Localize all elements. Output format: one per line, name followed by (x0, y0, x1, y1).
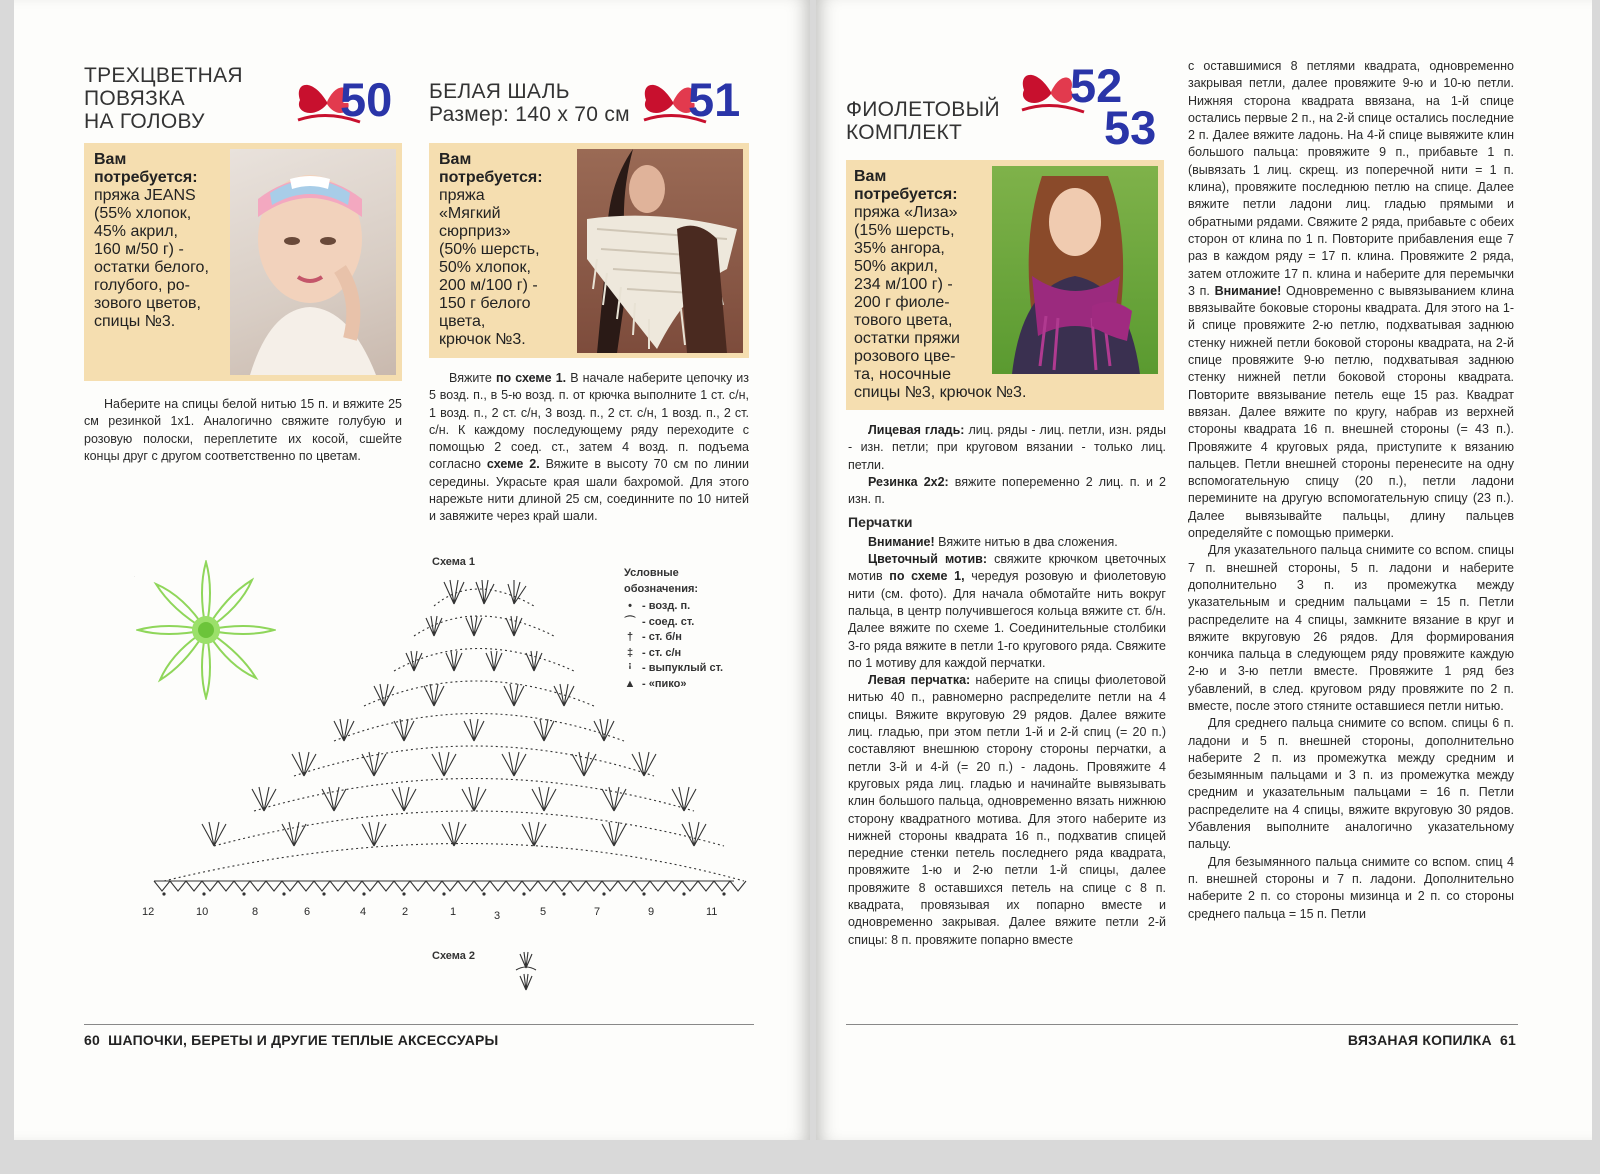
item51-description-text: Вяжите по схеме 1. В начале наберите цепочку из 5 возд. п., в 5-ю возд. п. от крючка выполните 1 ст. с/н, 1 возд. п., 2 ст. с/н, 3 возд. п., 2 ст. с/н, 1 возд. п., 2 ст. с/н. К каждому последующему ряду переходите с помощью 2 соед. ст., затем 4 возд. п. подъема согласно схеме 2. Вяжите в высоту 70 см по линии середины. Украсьте края шали бахромой. Для этого нарежьте нити длиной 25 см, соединните по 10 нитей и завяжите через край шали. (429, 371, 750, 524)
page-number: 61 (1500, 1032, 1516, 1048)
item52-needs-heading: Вам потребуется: (854, 168, 958, 203)
left-glove-instructions: Левая перчатка: наберите на спицы фиолетовой нитью 40 п., равномерно распределите петли на 4 спицы. Вяжите вкруговую 29 рядов. Далее вяжите лиц. гладью, при этом петли 1-й и 2-й спиц (= 20 п.) составляют внешнюю сторону стороны перчатки, а петли 3-й и 4-й (= 20 п.) - ладонь. Провяжите 4 круговых ряда лиц. гладью и начинайте вывязывать клин большого пальца, одновременно вязать нижнюю сторону квадратного мотива. Для этого наберите из нижней стороны квадрата 16 п., подхватив спицей передние стенки петель последнего ряда квадрата, провяжите 1-ю и 2-ю петли 1-й спицы, далее провяжите 8 оставшихся петель на спице с 8 п. квадрата, провязывая их попарно вместе и одновременно закрывая. Далее вяжите петли 2-й спицы: 8 п. провяжите попарно вместе (848, 673, 1166, 947)
flower-motif-instructions: Цветочный мотив: свяжите крючком цветочных мотив по схеме 1, чередуя розовую и фиолетовую нити (см. фото). Для начала обмотайте нить вокруг пальца, в центр получившегося кольца вяжите ст. б/н. Далее вяжите по схеме 1. Соединительные столбики 3-го ряда вяжите в петли 1-го кругового ряда. Свяжите по 1 мотиву для каждой перчатки. (848, 552, 1166, 670)
item50-needs-heading: Вам потребуется: (94, 151, 198, 186)
gloves-note: Внимание! Вяжите нитью в два сложения. (868, 534, 1118, 549)
right-page (816, 0, 1592, 1140)
crochet-scheme-2 (506, 948, 546, 992)
scheme1-label: Схема 1 (432, 556, 476, 568)
item51-number: 51 (688, 73, 741, 126)
double-crochet-icon: ‡ (626, 646, 634, 659)
post-stitch-icon: ꜟ (628, 662, 632, 674)
magazine-title: ВЯЗАНАЯ КОПИЛКА (1347, 1032, 1492, 1048)
middle-finger-instructions: Для среднего пальца снимите со вспом. спицы 6 п. ладони и 5 п. внешней стороны, дополнительно наберите 2 п. из промежутка между средним и безымянным пальцами и 3 п. из промежутка между средним и указательным пальцами = 16 п. Петли распределите на 4 спицы, вяжите вкруговую 30 рядов. Убавления выполните аналогично указательному пальцу. (1188, 716, 1514, 852)
left-page (14, 0, 810, 1140)
legend-row: † - ст. б/н (624, 630, 764, 646)
scheme2-label: Схема 2 (432, 950, 476, 962)
legend-row: ꜟ - выпуклый ст. (624, 661, 764, 677)
glove-continuation: с оставшимися 8 петлями квадрата, одновременно закрывая петли, далее провяжите 9-ю и 10-ю петли. Нижняя сторона квадрата ввязана, на 1-й спице остались первые 2 п., на 2-й спице остались последние 2 п. Далее вяжите ладонь. На 4-й спице вывяжите клин большого пальца: провяжите 9 п., прибавьте 1 п. (вывязать 1 лиц. скрещ. из поперечной нити = 1 п. клина), провяжите последнюю петлю на спице. Далее вяжите петли ладони лиц. гладью прямыми и обратными рядами. Свяжите 2 ряда, прибавьте с обеих сторон от клина по 1 п. Повторите прибавления еще 7 раз в каждом ряду = 17 п. клина. Провяжите 2 ряда, затем отложите 17 п. клина и наберите для перемычки 3 п. Внимание! Одновременно с вывязыванием клина ввязывайте боковые стороны квадрата. Для этого на 1-й спице провяжите 2-ю петлю, подхватывая заднюю стенку нижней петли боковой стороны квадрата, на 2-й спице провяжите 9-ю петлю, подхватывая заднюю стенку нижней петли боковой стороны квадрата. Повторите ввязывание петель еще 15 раз. Квадрат ввязан. Далее вяжите по кругу, набрав из верхней стороны квадрата 16 п. внешней стороны (= 43 п.). Провяжите 4 круговых ряда, приступите к вязанию пальцев. Петли внешней стороны перенесите на одну вспомогательную спицу (20 п.), петли ладони перемините на другую вспомогательную спицу (23 п.). Далее вывязывайте пальцы, длину пальцев определяйте с помощью примерки. (1188, 59, 1515, 541)
item51-number-badge (638, 72, 758, 132)
item52-title: ФИОЛЕТОВЫЙ КОМПЛЕКТ (846, 98, 1000, 144)
row-number: 10 (196, 906, 209, 918)
row-number: 12 (142, 906, 155, 918)
item51-materials-box (429, 143, 749, 358)
item52-number-badge (1016, 59, 1176, 154)
single-crochet-icon: † (626, 631, 634, 643)
item53-number: 53 (1104, 101, 1157, 154)
item52-needs-text: пряжа «Лиза» (15% шерсть, 35% ангора, 50% акрил, 234 м/100 г) - 200 г фиоле- тового цвета, остатки пряжи розового цве- та, носочные спицы №3, крючок №3. (854, 204, 1027, 401)
row-number: 4 (360, 906, 367, 918)
legend-row: ⌒ - соед. ст. (624, 615, 764, 631)
row-number: 2 (402, 906, 409, 918)
right-column-2 (1188, 58, 1514, 923)
row-number: 11 (706, 906, 718, 918)
item50-description (84, 396, 402, 465)
index-finger-instructions: Для указательного пальца снимите со вспом. спицы 7 п. внешней стороны, 5 п. ладони и наберите дополнительно 3 п. из промежутка между указательным и средним пальцами = 15 п. Петли распределите на 4 спицы, замкните вязание в круг и вяжите вкруговую 26 рядов. Для формирования кончика пальца в следующем ряду провяжите каждую 2-ю и 3-ю петли вместе. Провяжите 1 ряд без убавлений, в след. круговом ряду провяжите по 2 п. вместе, после этого стяните оставшиеся петли нитью. (1188, 543, 1514, 713)
headband-photo (230, 149, 396, 375)
legend-title: Условные обозначения: (624, 567, 699, 595)
scheme-legend (624, 566, 764, 692)
slip-stitch-icon: ⌒ (624, 615, 636, 628)
right-column-1 (848, 422, 1166, 949)
row-number: 3 (494, 910, 501, 922)
page-number: 60 (84, 1032, 100, 1048)
left-footer (84, 1032, 498, 1048)
item51-needs-heading: Вам потребуется: (439, 151, 543, 186)
item52-number: 52 (1070, 59, 1123, 112)
shawl-photo (577, 149, 743, 353)
legend-row: • - возд. п. (624, 599, 764, 615)
item50-needs-text: пряжа JEANS (55% хлопок, 45% акрил, 160 м/50 г) - остатки белого, голубого, ро- зового цветов, спицы №3. (94, 187, 209, 330)
item51-title: БЕЛАЯ ШАЛЬ (429, 80, 570, 103)
row-number: 8 (252, 906, 259, 918)
ring-finger-instructions: Для безымянного пальца снимите со вспом. спиц 4 п. внешней стороны и 7 п. ладони. Дополнительно наберите 2 п. со стороны мизинца и 2 п. со стороны среднего пальца = 15 п. Петли (1188, 854, 1514, 921)
row-number: 6 (304, 906, 311, 918)
row-number: 5 (540, 906, 547, 918)
footer-rule (84, 1024, 754, 1025)
legend-row: ▲ - «пико» (624, 677, 764, 693)
stitch-definition: Лицевая гладь: лиц. ряды - лиц. петли, изн. ряды - изн. петли; при круговом вязании - только лиц. петли. (848, 423, 1166, 472)
row-number: 1 (450, 906, 457, 918)
stitch-definition: Резинка 2х2: вяжите попеременно 2 лиц. п. и 2 изн. п. (848, 474, 1166, 507)
item51-description (429, 370, 749, 526)
gloves-heading: Перчатки (848, 514, 913, 531)
item52-materials-box (846, 160, 1164, 410)
item50-title: ТРЕХЦВЕТНАЯ ПОВЯЗКА НА ГОЛОВУ (84, 64, 243, 133)
item50-number: 50 (340, 73, 393, 126)
item51-subtitle: Размер: 140 х 70 см (429, 103, 630, 126)
picot-icon: ▲ (624, 677, 636, 690)
magazine-section: ШАПОЧКИ, БЕРЕТЫ И ДРУГИЕ ТЕПЛЫЕ АКСЕССУАРЫ (108, 1032, 499, 1048)
row-number: 9 (648, 906, 655, 918)
purple-set-photo (992, 166, 1158, 374)
scheme1-row-numbers (134, 906, 754, 922)
chain-stitch-icon: • (628, 600, 632, 612)
legend-row: ‡ - ст. с/н (624, 646, 764, 662)
item50-materials-box (84, 143, 402, 381)
row-number: 7 (594, 906, 601, 918)
right-footer (1348, 1032, 1516, 1048)
item50-number-badge (292, 72, 412, 132)
footer-rule (846, 1024, 1518, 1025)
item50-description-text: Наберите на спицы белой нитью 15 п. и вяжите 25 см резинкой 1х1. Аналогично свяжите голубую и розовую полоски, переплетите их косой, сшейте концы друг с другом соответственно по цветам. (84, 397, 402, 463)
item51-needs-text: пряжа «Мягкий сюрприз» (50% шерсть, 50% хлопок, 200 м/100 г) - 150 г белого цвета, крючок №3. (439, 187, 540, 348)
